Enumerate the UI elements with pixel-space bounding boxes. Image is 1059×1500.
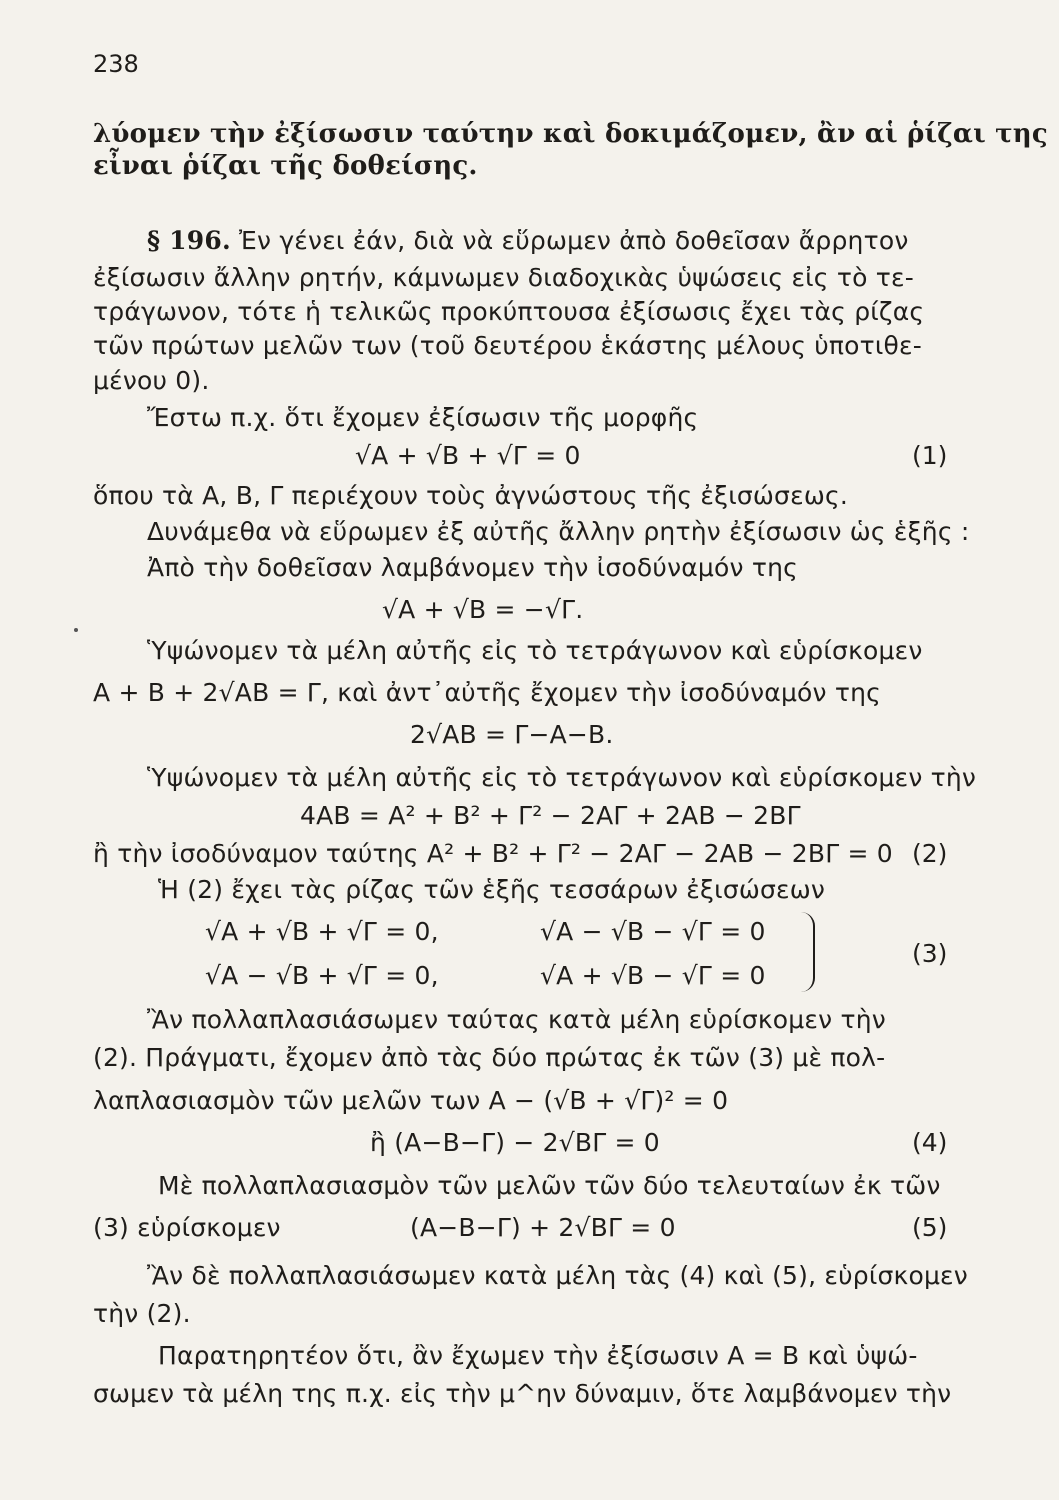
equation: √Α + √Β − √Γ = 0: [540, 961, 766, 990]
page-number: 238: [93, 50, 139, 78]
text-line: Ἂν πολλαπλασιάσωμεν ταύτας κατὰ μέλη εὑρίσκομεν τὴν: [147, 1005, 886, 1034]
text-line: Ἐν γένει ἐάν, διὰ νὰ εὕρωμεν ἀπὸ δοθεῖσαν ἄρρητον: [239, 226, 909, 255]
text-line: λύομεν τὴν ἐξίσωσιν ταύτην καὶ δοκιμάζομεν, ἂν αἱ ῥίζαι της: [93, 119, 1048, 149]
equation-number: (4): [912, 1128, 948, 1157]
text-line: σωμεν τὰ μέλη της π.χ. εἰς τὴν μ^ην δύναμιν, ὅτε λαμβάνομεν τὴν: [93, 1379, 952, 1408]
text-line: Ἔστω π.χ. ὅτι ἔχομεν ἐξίσωσιν τῆς μορφῆς: [147, 403, 699, 432]
section-line: [147, 225, 909, 257]
text-line: Ἡ (2) ἔχει τὰς ρίζας τῶν ἑξῆς τεσσάρων ἐξισώσεων: [158, 875, 826, 904]
equation: √Α − √Β + √Γ = 0,: [205, 961, 439, 990]
text-line: Α + Β + 2√ΑΒ = Γ, καὶ ἀντ᾽αὐτῆς ἔχομεν τὴν ἰσοδύναμόν της: [93, 678, 882, 707]
equation: 2√ΑΒ = Γ−Α−Β.: [410, 720, 614, 749]
equation-number: (1): [912, 441, 948, 470]
text-line: Ὑψώνομεν τὰ μέλη αὐτῆς εἰς τὸ τετράγωνον καὶ εὑρίσκομεν τὴν: [147, 763, 977, 792]
paper-speck: [74, 628, 78, 632]
text-line: Ὑψώνομεν τὰ μέλη αὐτῆς εἰς τὸ τετράγωνον καὶ εὑρίσκομεν: [147, 636, 923, 665]
equation: √Α − √Β − √Γ = 0: [540, 917, 766, 946]
text-line: Ἂν δὲ πολλαπλασιάσωμεν κατὰ μέλη τὰς (4) καὶ (5), εὑρίσκομεν: [147, 1261, 968, 1290]
text-line: ἐξίσωσιν ἄλλην ρητήν, κάμνωμεν διαδοχικὰς ὑψώσεις εἰς τὸ τε-: [93, 263, 914, 292]
text-line: ἢ τὴν ἰσοδύναμον ταύτης Α² + Β² + Γ² − 2ΑΓ − 2ΑΒ − 2ΒΓ = 0: [93, 839, 893, 868]
equation: (Α−Β−Γ) + 2√ΒΓ = 0: [410, 1213, 676, 1242]
equation-number: (5): [912, 1213, 948, 1242]
text-line: Παρατηρητέον ὅτι, ἂν ἔχωμεν τὴν ἐξίσωσιν Α = Β καὶ ὑψώ-: [158, 1341, 918, 1370]
text-line: λαπλασιασμὸν τῶν μελῶν των Α − (√Β + √Γ)² = 0: [93, 1086, 729, 1115]
equation-number: (2): [912, 839, 948, 868]
equation-number: (3): [912, 939, 948, 968]
equation: √Α + √Β + √Γ = 0,: [205, 917, 439, 946]
text-line: εἶναι ῥίζαι τῆς δοθείσης.: [93, 151, 478, 181]
equation: √Α + √Β + √Γ = 0: [355, 441, 581, 470]
text-line: τὴν (2).: [93, 1299, 191, 1328]
text-line: Ἀπὸ τὴν δοθεῖσαν λαμβάνομεν τὴν ἰσοδύναμόν της: [147, 553, 798, 582]
section-mark: § 196.: [147, 226, 231, 255]
text-line: μένου 0).: [93, 366, 210, 395]
equation: √Α + √Β = −√Γ.: [382, 595, 584, 624]
equation: 4ΑΒ = Α² + Β² + Γ² − 2ΑΓ + 2ΑΒ − 2ΒΓ: [300, 801, 801, 830]
right-brace: [799, 912, 815, 992]
text-line: (2). Πράγματι, ἔχομεν ἀπὸ τὰς δύο πρώτας ἐκ τῶν (3) μὲ πολ-: [93, 1043, 886, 1072]
text-line: Δυνάμεθα νὰ εὕρωμεν ἐξ αὐτῆς ἄλλην ρητὴν ἐξίσωσιν ὡς ἑξῆς :: [147, 517, 970, 546]
text-line: τῶν πρώτων μελῶν των (τοῦ δευτέρου ἑκάστης μέλους ὑποτιθε-: [93, 331, 922, 360]
equation: ἢ (Α−Β−Γ) − 2√ΒΓ = 0: [370, 1128, 660, 1157]
text-line: (3) εὑρίσκομεν: [93, 1213, 281, 1242]
text-line: Μὲ πολλαπλασιασμὸν τῶν μελῶν τῶν δύο τελευταίων ἐκ τῶν: [158, 1171, 941, 1200]
text-line: τράγωνον, τότε ἡ τελικῶς προκύπτουσα ἐξίσωσις ἔχει τὰς ρίζας: [93, 297, 925, 326]
text-line: ὅπου τὰ Α, Β, Γ περιέχουν τοὺς ἀγνώστους τῆς ἐξισώσεως.: [93, 481, 848, 510]
